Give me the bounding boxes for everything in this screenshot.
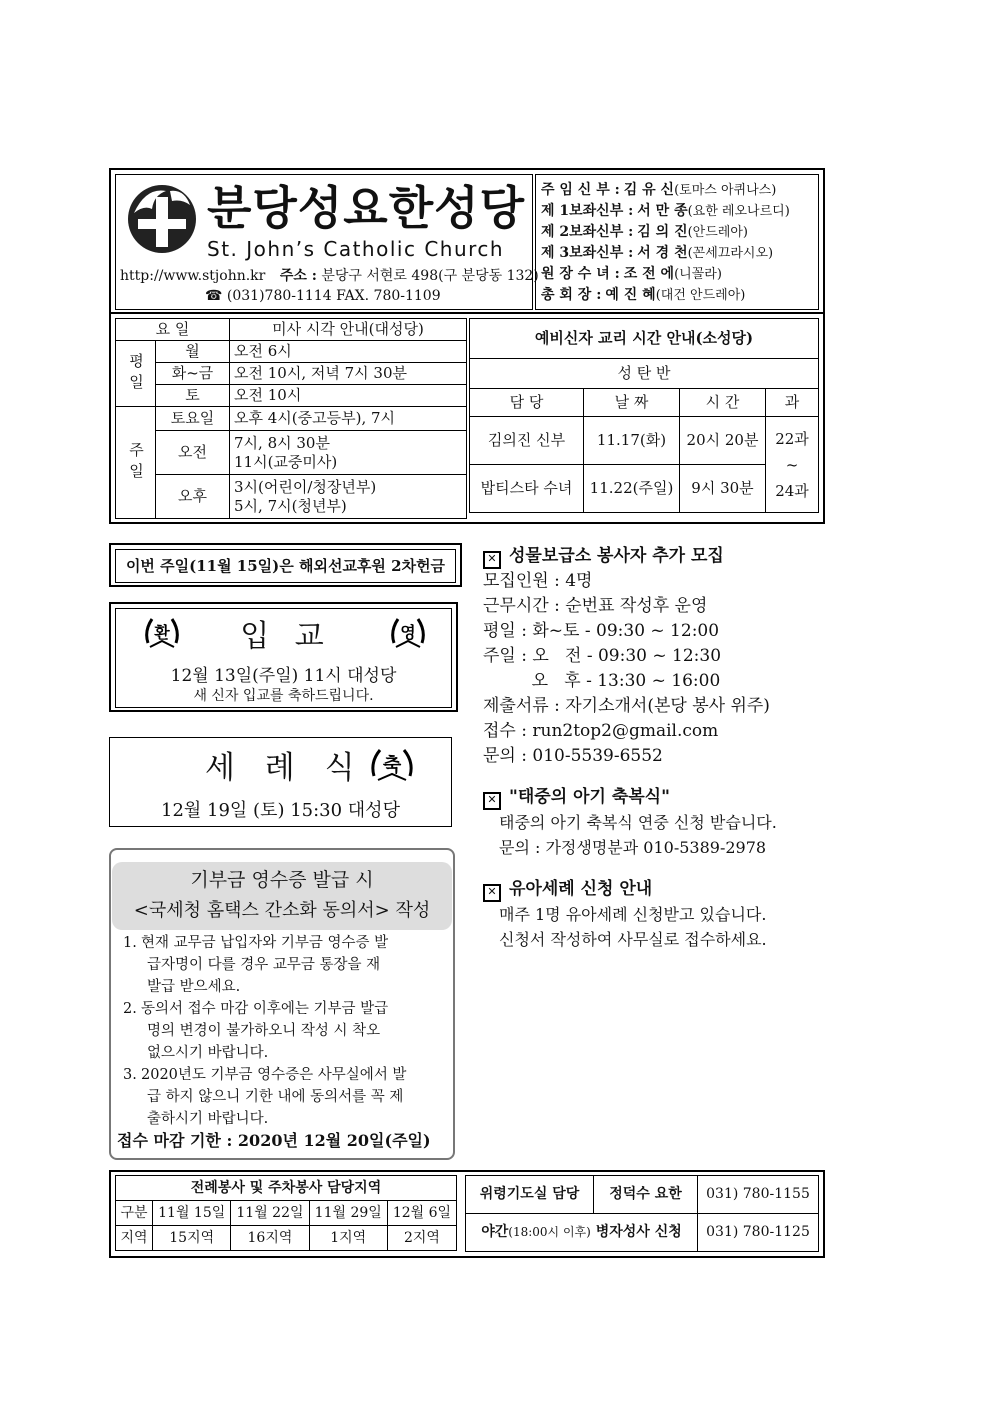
donation-item-number: 3. [123,1067,137,1083]
staff-name: 조 전 에 [623,266,675,282]
mass-time-line: 7시, 8시 30분 [234,433,330,452]
volunteer-line: 오 후 - 13:30 ~ 16:00 [483,671,721,691]
contact-label [466,1214,698,1252]
duty-region-cell: 1지역 [309,1226,387,1251]
mass-time: 오전 6시 [230,341,467,363]
checkbox-icon: ✕ [483,551,501,569]
admission-note: 새 신자 입교를 축하드립니다. [193,688,374,704]
weekday-label: 평일 [116,341,156,407]
catechism-time: 20시 20분 [680,417,766,465]
staff-baptismal-name: (안드레아) [687,225,748,240]
volunteer-section [483,544,770,769]
contact-name: 정덕수 요한 [594,1176,698,1214]
svg-text:영: 영 [400,623,416,642]
duty-region-cell: 지역 [116,1226,153,1251]
staff-name: 서 만 종 [637,203,688,219]
mass-time: 오전 10시, 저녁 7시 30분 [230,363,467,385]
collection-notice-frame [109,543,462,587]
donation-item-line: 급자명이 다를 경우 교무금 통장을 재 [147,957,381,973]
duty-region-cell: 16지역 [231,1226,309,1251]
duty-date-cell: 구분 [116,1201,153,1226]
volunteer-line: 근무시간 : 순번표 작성후 운영 [483,596,708,616]
mass-time [230,431,467,475]
baptism-date: 12월 19일 (토) 15:30 대성당 [161,800,400,821]
duty-title: 전례봉사 및 주차봉사 담당지역 [116,1176,457,1201]
duty-date-cell: 11월 29일 [309,1201,387,1226]
mass-header-day: 요 일 [116,319,230,341]
staff-name: 예 진 혜 [605,287,656,303]
catechism-col-header: 과 [766,389,819,417]
staff-role: 제 3보좌신부 : [541,245,634,261]
volunteer-line: 평일 : 화~토 - 09:30 ~ 12:00 [483,621,720,641]
donation-title: 기부금 영수증 발급 시 [190,869,374,891]
duty-region-row [116,1226,457,1251]
blessing-title: "태중의 아기 축복식" [509,787,670,807]
volunteer-line: 모집인원 : 4명 [483,571,593,591]
address-label: 주소 : [279,268,317,284]
donation-item-line: 출하시기 바랍니다. [147,1111,269,1127]
catechism-subtitle: 성 탄 반 [470,359,819,389]
donation-item-line: 동의서 접수 마감 이후에는 기부금 발급 [141,1001,389,1017]
staff-role: 제 2보좌신부 : [541,224,634,240]
baptism-title: 세 례 식 [205,750,365,786]
mass-time: 오후 4시(중고등부), 7시 [230,407,467,431]
mass-header-time: 미사 시각 안내(대성당) [230,319,467,341]
infant-baptism-section [483,877,767,952]
catechism-col-header: 시 간 [680,389,766,417]
volunteer-line: 주일 : 오 전 - 09:30 ~ 12:30 [483,646,722,666]
infant-baptism-line: 신청서 작성하여 사무실로 접수하세요. [499,930,767,949]
contact-label-part: 야간 [481,1224,509,1240]
checkbox-icon: ✕ [483,884,501,902]
mass-day: 화~금 [156,363,230,385]
staff-baptismal-name: (요한 레오나르디) [687,204,790,219]
donation-header [112,862,452,930]
contact-phone[interactable]: 031) 780-1125 [698,1214,819,1252]
catechism-col-header: 날 짜 [584,389,680,417]
church-logo-icon [126,183,198,255]
blessing-line: 태중의 아기 축복식 연중 신청 받습니다. [499,813,777,832]
mass-time-line: 3시(어린이/청장년부) [234,477,377,496]
contact-phone[interactable]: 031) 780-1155 [698,1176,819,1214]
contact-label-part: (18:00시 이후) [508,1225,591,1239]
donation-item [123,1064,443,1130]
staff-baptismal-name: (꼰세끄라시오) [687,246,774,261]
mass-schedule-table [115,318,467,519]
duty-region-cell: 15지역 [153,1226,231,1251]
volunteer-title: 성물보급소 봉사자 추가 모집 [509,546,724,566]
catechism-title: 예비신자 교리 시간 안내(소성당) [470,319,819,359]
laurel-badge-icon [368,744,416,784]
staff-role: 원 장 수 녀 : [541,266,620,282]
church-name-korean: 분당성요한성당 [207,181,526,235]
staff-row [541,222,748,243]
staff-baptismal-name: (토마스 아퀴나스) [674,183,777,198]
admission-frame [109,602,458,712]
staff-row [541,243,773,264]
catechism-teacher: 김의진 신부 [470,417,584,465]
lesson-range-sep: ~ [785,455,799,474]
duty-region-cell: 2지역 [387,1226,456,1251]
donation-list [123,932,443,1130]
baptism-frame [109,737,452,827]
donation-frame [109,848,455,1160]
sunday-label: 주일 [116,407,156,519]
admission-title: 입 교 [240,619,332,654]
donation-item-line: 급 하지 않으니 기한 내에 동의서를 꼭 제 [147,1089,404,1105]
volunteer-line: 문의 : 010-5539-6552 [483,746,663,766]
staff-baptismal-name: (니꼴라) [674,267,722,282]
header-address-line [120,265,539,285]
infant-baptism-line: 매주 1명 유아세례 신청받고 있습니다. [499,905,767,924]
volunteer-title-row [483,544,770,569]
website-link[interactable]: http://www.stjohn.kr [120,268,266,284]
staff-role: 주 임 신 부 : [541,182,620,198]
staff-name: 김 의 진 [637,224,688,240]
collection-notice: 이번 주일(11월 15일)은 해외선교후원 2차헌금 [115,549,456,583]
catechism-col-header: 담 당 [470,389,584,417]
catechism-lessons [766,417,819,513]
donation-item [123,998,443,1064]
duty-header-row [116,1201,457,1226]
contacts-table [465,1175,819,1252]
mass-time: 오전 10시 [230,385,467,407]
infant-baptism-title-row [483,877,767,902]
donation-item-line: 없으시기 바랍니다. [147,1045,269,1061]
laurel-badge-icon [388,613,428,653]
blessing-section [483,785,777,860]
staff-name: 서 경 천 [637,245,688,261]
donation-item-line: 발급 받으세요. [147,979,241,995]
donation-item-number: 1. [123,935,137,951]
donation-item-line: 명의 변경이 불가하오니 작성 시 착오 [147,1023,381,1039]
donation-item [123,932,443,998]
mass-day: 월 [156,341,230,363]
mass-day: 토 [156,385,230,407]
svg-text:축: 축 [382,754,402,776]
admission-date: 12월 13일(주일) 11시 대성당 [170,666,397,686]
donation-item-number: 2. [123,1001,137,1017]
staff-role: 제 1보좌신부 : [541,203,634,219]
donation-deadline: 접수 마감 기한 : 2020년 12월 20일(주일) [117,1131,431,1150]
contact-label-part: 병자성사 신청 [590,1224,682,1240]
mass-day: 오전 [156,431,230,475]
checkbox-icon: ✕ [483,792,501,810]
contact-label: 위령기도실 담당 [466,1176,594,1214]
staff-row [541,264,722,285]
infant-baptism-title: 유아세례 신청 안내 [509,879,653,899]
address-text: 분당구 서현로 498(구 분당동 132) [321,268,539,284]
duty-date-cell: 11월 15일 [153,1201,231,1226]
mass-time [230,475,467,519]
mass-day: 오후 [156,475,230,519]
svg-text:환: 환 [154,623,170,642]
catechism-table [469,318,819,513]
catechism-teacher: 밥티스타 수녀 [470,465,584,513]
staff-row [541,180,776,201]
lesson-end: 24과 [775,481,809,500]
staff-name: 김 유 신 [623,182,675,198]
mass-time-line: 5시, 7시(청년부) [234,496,347,515]
laurel-badge-icon [142,613,182,653]
catechism-date: 11.17(화) [584,417,680,465]
staff-row [541,285,745,306]
donation-item-line: 2020년도 기부금 영수증은 사무실에서 발 [141,1067,407,1083]
mass-time-line: 11시(교중미사) [234,452,338,471]
blessing-title-row [483,785,777,810]
duty-date-cell: 11월 22일 [231,1201,309,1226]
catechism-date: 11.22(주일) [584,465,680,513]
staff-row [541,201,790,222]
phone-fax: ☎ (031)780-1114 FAX. 780-1109 [205,288,441,304]
blessing-line: 문의 : 가정생명분과 010-5389-2978 [499,838,767,857]
donation-item-line: 현재 교무금 납입자와 기부금 영수증 발 [141,935,389,951]
volunteer-lines [483,569,770,769]
duty-table [115,1175,457,1251]
mass-day: 토요일 [156,407,230,431]
catechism-time: 9시 30분 [680,465,766,513]
staff-role: 총 회 장 : [541,287,602,303]
donation-subtitle: <국세청 홈택스 간소화 동의서> 작성 [133,900,431,921]
church-name-english: St. John’s Catholic Church [207,237,505,261]
lesson-start: 22과 [775,429,809,448]
volunteer-line: 제출서류 : 자기소개서(본당 봉사 위주) [483,696,770,716]
volunteer-line: 접수 : run2top2@gmail.com [483,721,719,741]
staff-baptismal-name: (대건 안드레아) [655,288,746,303]
duty-date-cell: 12월 6일 [387,1201,456,1226]
